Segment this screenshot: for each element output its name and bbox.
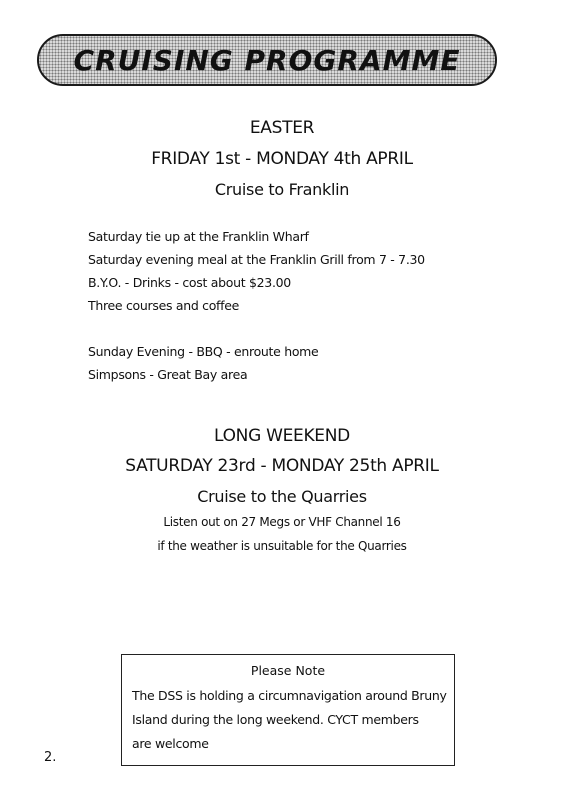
- long-weekend-note-line: if the weather is unsuitable for the Quarries: [157, 539, 407, 553]
- easter-destination: Cruise to Franklin: [214, 180, 350, 199]
- title-banner: [37, 34, 497, 86]
- long-weekend-heading: LONG WEEKEND: [214, 426, 350, 446]
- easter-sunday-line: Sunday Evening - BBQ - enroute home: [88, 344, 319, 359]
- easter-detail-line: Saturday tie up at the Franklin Wharf: [88, 229, 309, 244]
- long-weekend-note-line: Listen out on 27 Megs or VHF Channel 16: [163, 515, 401, 529]
- note-line: are welcome: [132, 736, 209, 751]
- easter-detail-line: B.Y.O. - Drinks - cost about $23.00: [88, 275, 291, 290]
- easter-heading: EASTER: [249, 118, 315, 138]
- page-number: 2.: [44, 750, 57, 765]
- please-note-box: [121, 654, 455, 766]
- page-title: CRUISING PROGRAMME: [73, 43, 461, 77]
- note-line: Island during the long weekend. CYCT members: [132, 712, 419, 727]
- easter-dates: FRIDAY 1st - MONDAY 4th APRIL: [151, 149, 413, 169]
- long-weekend-dates: SATURDAY 23rd - MONDAY 25th APRIL: [125, 456, 439, 476]
- easter-detail-line: Saturday evening meal at the Franklin Grill from 7 - 7.30: [88, 252, 425, 267]
- easter-sunday-line: Simpsons - Great Bay area: [88, 367, 248, 382]
- long-weekend-destination: Cruise to the Quarries: [197, 487, 367, 506]
- easter-detail-line: Three courses and coffee: [88, 298, 240, 313]
- note-heading: Please Note: [250, 663, 326, 678]
- note-line: The DSS is holding a circumnavigation around Bruny: [132, 688, 447, 703]
